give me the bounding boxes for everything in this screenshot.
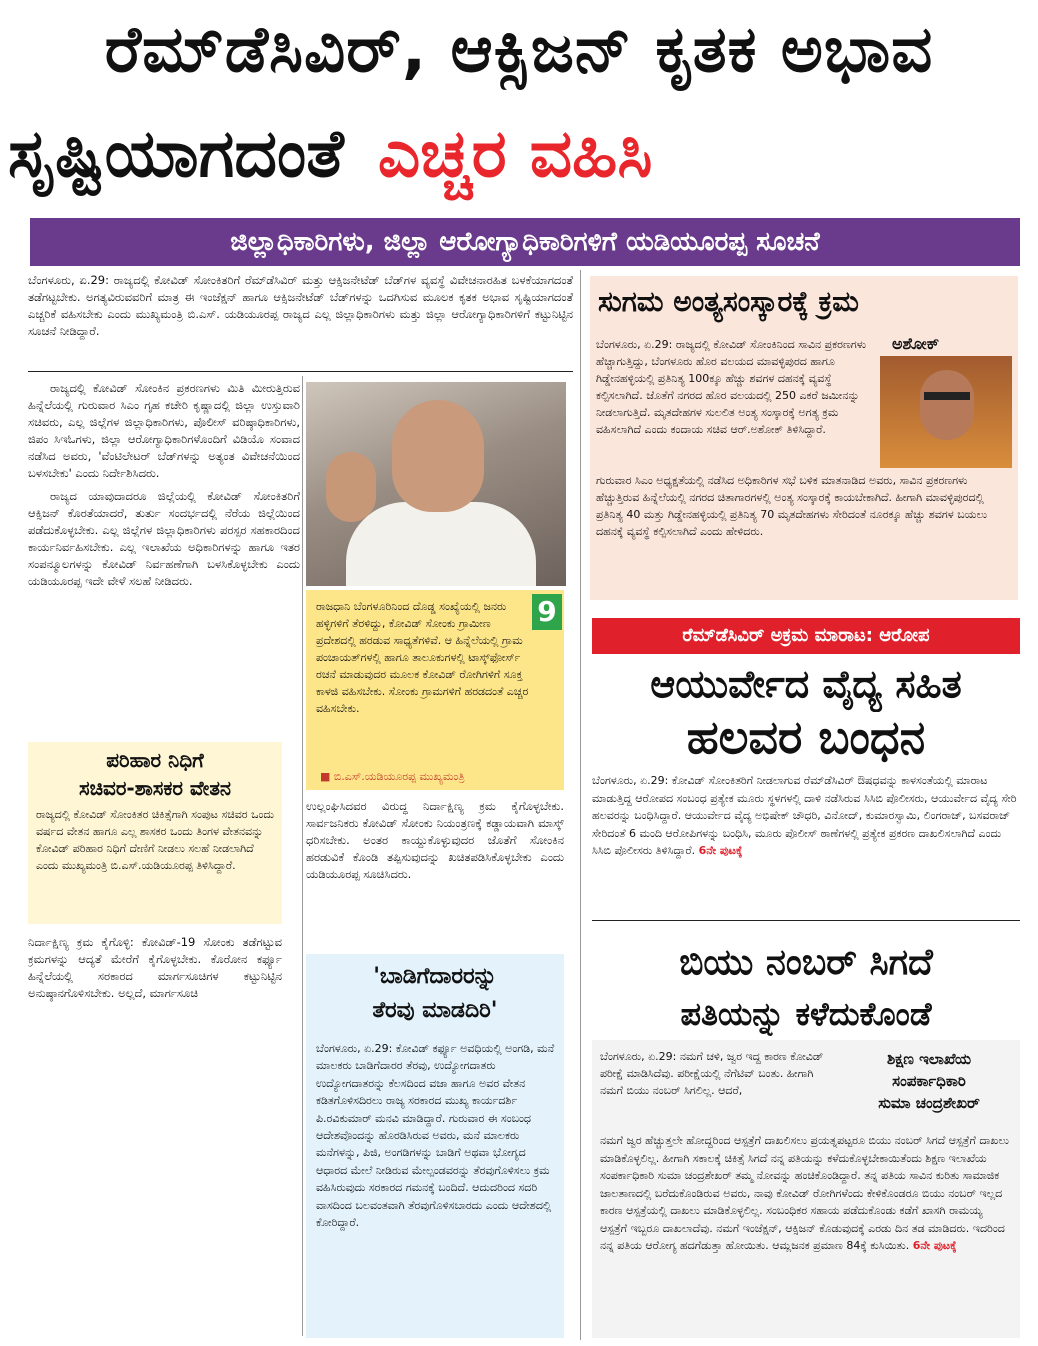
rent-title-line2: ತೆರವು ಮಾಡದಿರಿ' xyxy=(372,998,498,1023)
headline-black-part: ಸೃಷ್ಟಿಯಾಗದಂತೆ xyxy=(8,115,344,192)
badge-number: 9 xyxy=(532,594,562,630)
rent-box-title xyxy=(306,960,564,1028)
salary-box-title xyxy=(28,746,282,802)
quote-box xyxy=(306,590,564,790)
rent-title-line1: 'ಬಾಡಿಗೆದಾರರನ್ನು xyxy=(373,964,497,989)
main-headline-line1: ರೆಮ್‌ಡೆಸಿವಿರ್, ಆಕ್ಸಿಜನ್ ಕೃತಕ ಅಭಾವ xyxy=(104,13,934,87)
page-pointer[interactable]: 6ನೇ ಪುಟಕ್ಕೆ xyxy=(698,844,743,857)
cm-photo xyxy=(306,382,566,586)
column-divider xyxy=(302,376,303,1336)
divider xyxy=(592,920,1020,921)
photo-face xyxy=(392,400,484,512)
quote-text: ರಾಜಧಾನಿ ಬೆಂಗಳೂರಿನಿಂದ ದೊಡ್ಡ ಸಂಖ್ಯೆಯಲ್ಲಿ ಜನರು ಹಳ್ಳಿಗಳಿಗೆ ತೆರಳಿದ್ದು, ಕೋವಿಡ್ ಸೋಂಕು ಗ್ರಾಮೀಣ ಪ್ರದೇಶದಲ್ಲಿ ಹರಡುವ ಸಾಧ್ಯತೆಗಳಿವೆ. ಆ ಹಿನ್ನೆಲೆಯಲ್ಲಿ ಗ್ರಾಮ ಪಂಚಾಯತ್‌ಗಳಲ್ಲಿ ಹಾಗೂ ತಾಲೂಕುಗಳಲ್ಲಿ ಟಾಸ್ಕ್‌ಫೋರ್ಸ್ ರಚನೆ ಮಾಡುವುದರ ಮೂಲಕ ಕೋವಿಡ್ ರೋಗಿಗಳಿಗೆ ಸೂಕ್ತ ಕಾಳಜಿ ವಹಿಸಬೇಕು. ಸೋಂಕು ಗ್ರಾಮಗಳಿಗೆ ಹರಡದಂತೆ ಎಚ್ಚರ ವಹಿಸಬೇಕು. xyxy=(316,600,529,715)
lead-paragraph: ಬೆಂಗಳೂರು, ಏ.29: ರಾಜ್ಯದಲ್ಲಿ ಕೋವಿಡ್ ಸೋಂಕಿತರಿಗೆ ರೆಮ್‌ಡೆಸಿವಿರ್ ಮತ್ತು ಆಕ್ಸಿಜನೇಟೆಡ್ ಬೆಡ್‌ಗಳ ವ್ಯವಸ್ಥೆ ವಿವೇಚನಾರಹಿತ ಬಳಕೆಯಾಗದಂತೆ ತಡೆಗಟ್ಟಬೇಕು. ಅಗತ್ಯವಿರುವವರಿಗೆ ಮಾತ್ರ ಈ ಇಂಜೆಕ್ಷನ್ ಹಾಗೂ ಆಕ್ಸಿಜನೇಟೆಡ್ ಬೆಡ್‌ಗಳನ್ನು ಒದಗಿಸುವ ಮೂಲಕ ಕೃತಕ ಅಭಾವ ಸೃಷ್ಟಿಯಾಗದಂತೆ ಎಚ್ಚರಿಕೆ ವಹಿಸಬೇಕು ಎಂದು ಮುಖ್ಯಮಂತ್ರಿ ಬಿ.ಎಸ್. ಯಡಿಯೂರಪ್ಪ ರಾಜ್ಯದ ಎಲ್ಲ ಜಿಲ್ಲಾಧಿಕಾರಿಗಳು ಮತ್ತು ಜಿಲ್ಲಾ ಆರೋಗ್ಯಾಧಿಕಾರಿಗಳಿಗೆ ಕಟ್ಟುನಿಟ್ಟಿನ ಸೂಚನೆ ನೀಡಿದ್ದಾರೆ. xyxy=(28,273,573,338)
quote-signature: ■ ಬಿ.ಎಸ್.ಯಡಿಯೂರಪ್ಪ ಮುಖ್ಯಮಂತ್ರಿ xyxy=(320,770,465,783)
remdesivir-tag: ರೆಮ್‌ಡೆಸಿವಿರ್ ಅಕ್ರಮ ಮಾರಾಟ: ಆರೋಪ xyxy=(592,618,1020,654)
photo-shirt xyxy=(346,502,536,586)
subhead-band: ಜಿಲ್ಲಾಧಿಕಾರಿಗಳು, ಜಿಲ್ಲಾ ಆರೋಗ್ಯಾಧಿಕಾರಿಗಳಿಗೆ ಯಡಿಯೂರಪ್ಪ ಸೂಚನೆ xyxy=(30,218,1020,266)
remdesivir-title-line1: ಆಯುರ್ವೇದ ವೈದ್ಯ ಸಹಿತ xyxy=(650,662,962,706)
remdesivir-text xyxy=(592,772,1020,892)
left-para-2: ರಾಜ್ಯದ ಯಾವುದಾದರೂ ಜಿಲ್ಲೆಯಲ್ಲಿ ಕೋವಿಡ್ ಸೋಂಕಿತರಿಗೆ ಆಕ್ಸಿಜನ್ ಕೊರತೆಯಾದರೆ, ತುರ್ತು ಸಂದರ್ಭದಲ್ಲಿ ನೆರೆಯ ಜಿಲ್ಲೆಯಿಂದ ಪಡೆದುಕೊಳ್ಳಬೇಕು. ಎಲ್ಲ ಜಿಲ್ಲೆಗಳ ಜಿಲ್ಲಾಧಿಕಾರಿಗಳು ಪರಸ್ಪರ ಸಹಕಾರದಿಂದ ಕಾರ್ಯನಿರ್ವಹಿಸಬೇಕು. ಎಲ್ಲ ಇಲಾಖೆಯ ಅಧಿಕಾರಿಗಳನ್ನು ಹಾಗೂ ಇತರ ಸಂಪನ್ಮೂಲಗಳನ್ನು ಕೋವಿಡ್ ನಿರ್ವಹಣೆಗಾಗಿ ಬಳಸಿಕೊಳ್ಳಬೇಕು ಎಂದು ಯಡಿಯೂರಪ್ಪ ಇದೇ ವೇಳೆ ಸಲಹೆ ನೀಡಿದರು. xyxy=(28,489,300,588)
left-bottom-text: ನಿರ್ದಾಕ್ಷಿಣ್ಯ ಕ್ರಮ ಕೈಗೊಳ್ಳಿ: ಕೋವಿಡ್-19 ಸೋಂಕು ತಡೆಗಟ್ಟುವ ಕ್ರಮಗಳನ್ನು ಆದ್ಯತೆ ಮೇರೆಗೆ ಕೈಗೊಳ್ಳಬೇಕು. ಕೊರೋನ ಕರ್ಫ್ಯೂ ಹಿನ್ನೆಲೆಯಲ್ಲಿ ಸರಕಾರದ ಮಾರ್ಗಸೂಚಿಗಳ ಕಟ್ಟುನಿಟ್ಟಿನ ಅನುಷ್ಠಾನಗೊಳಿಸಬೇಕು. ಅಲ್ಲದೆ, ಮಾರ್ಗಸೂಚಿ xyxy=(28,935,282,1000)
minister-face xyxy=(920,370,974,440)
bu-text-1: ಬೆಂಗಳೂರು, ಏ.29: ನಮಗೆ ಚಳಿ, ಜ್ವರ ಇದ್ದ ಕಾರಣ ಕೋವಿಡ್ ಪರೀಕ್ಷೆ ಮಾಡಿಸಿದೆವು. ಪರೀಕ್ಷೆಯಲ್ಲಿ ನೆಗೆಟಿವ್ ಬಂತು. ಹೀಗಾಗಿ ನಮಗೆ ಬಿಯು ನಂಬರ್ ಸಿಗಲಿಲ್ಲ. ಆದರೆ, xyxy=(600,1050,824,1097)
photo-hand xyxy=(326,452,376,522)
bu-side-line3: ಸುಮಾ ಚಂದ್ರಶೇಖರ್ xyxy=(878,1094,980,1112)
bu-side-line1: ಶಿಕ್ಷಣ ಇಲಾಖೆಯ xyxy=(886,1050,972,1068)
salary-box xyxy=(28,742,282,924)
left-para-1: ರಾಜ್ಯದಲ್ಲಿ ಕೋವಿಡ್ ಸೋಂಕಿನ ಪ್ರಕರಣಗಳು ಮಿತಿ ಮೀರುತ್ತಿರುವ ಹಿನ್ನೆಲೆಯಲ್ಲಿ ಗುರುವಾರ ಸಿಎಂ ಗೃಹ ಕಚೇರಿ ಕೃಷ್ಣಾದಲ್ಲಿ ಜಿಲ್ಲಾ ಉಸ್ತುವಾರಿ ಸಚಿವರು, ಎಲ್ಲ ಜಿಲ್ಲೆಗಳ ಜಿಲ್ಲಾಧಿಕಾರಿಗಳು, ಪೊಲೀಸ್ ವರಿಷ್ಠಾಧಿಕಾರಿಗಳು, ಜಿಪಂ ಸಿಇಓಗಳು, ಜಿಲ್ಲಾ ಆರೋಗ್ಯಾಧಿಕಾರಿಗಳೊಂದಿಗೆ ವಿಡಿಯೊ ಸಂವಾದ ನಡೆಸಿದ ಅವರು, 'ವೆಂಟಿಲೇಟರ್ ಬೆಡ್‌ಗಳನ್ನು ಅತ್ಯಂತ ವಿವೇಚನೆಯಿಂದ ಬಳಸಬೇಕು' ಎಂದು ನಿರ್ದೇಶಿಸಿದರು. xyxy=(28,381,300,480)
salary-title-line1: ಪರಿಹಾರ ನಿಧಿಗೆ xyxy=(106,748,204,772)
column-divider xyxy=(580,270,581,1340)
bu-text-2 xyxy=(600,1132,1012,1255)
funeral-text-1: ಬೆಂಗಳೂರು, ಏ.29: ರಾಜ್ಯದಲ್ಲಿ ಕೋವಿಡ್ ಸೋಂಕಿನಿಂದ ಸಾವಿನ ಪ್ರಕರಣಗಳು ಹೆಚ್ಚಾಗುತ್ತಿದ್ದು, ಬೆಂಗಳೂರು ಹೊರ ವಲಯದ ಮಾವಳ್ಳಿಪುರದ ಹಾಗೂ ಗಿಡ್ಡೇನಹಳ್ಳಿಯಲ್ಲಿ ಪ್ರತಿನಿತ್ಯ 100ಕ್ಕೂ ಹೆಚ್ಚು ಶವಗಳ ದಹನಕ್ಕೆ ವ್ಯವಸ್ಥೆ ಕಲ್ಪಿಸಲಾಗಿದೆ. ಜೊತೆಗೆ ನಗರದ ಹೊರ ವಲಯದಲ್ಲಿ 250 ಎಕರೆ ಜಮೀನನ್ನು ನೀಡಲಾಗುತ್ತಿದೆ. ಮೃತದೇಹಗಳ ಸುಲಲಿತ ಅಂತ್ಯ ಸಂಸ್ಕಾರಕ್ಕೆ ಅಗತ್ಯ ಕ್ರಮ ವಹಿಸಲಾಗಿದೆ ಎಂದು ಕಂದಾಯ ಸಚಿವ ಆರ್.ಅಶೋಕ್ ತಿಳಿಸಿದ್ದಾರೆ. xyxy=(596,338,867,436)
salary-box-text: ರಾಜ್ಯದಲ್ಲಿ ಕೋವಿಡ್ ಸೋಂಕಿತರ ಚಿಕಿತ್ಸೆಗಾಗಿ ಸಂಪುಟ ಸಚಿವರ ಒಂದು ವರ್ಷದ ವೇತನ ಹಾಗೂ ಎಲ್ಲ ಶಾಸಕರ ಒಂದು ತಿಂಗಳ ವೇತನವನ್ನು ಕೋವಿಡ್ ಪರಿಹಾರ ನಿಧಿಗೆ ದೇಣಿಗೆ ನೀಡಲು ಸಲಹೆ ನೀಡಲಾಗಿದೆ ಎಂದು ಮುಖ್ಯಮಂತ್ರಿ ಬಿ.ಎಸ್.ಯಡಿಯೂರಪ್ಪ ತಿಳಿಸಿದ್ದಾರೆ. xyxy=(36,808,274,872)
minister-photo xyxy=(880,356,1012,468)
funeral-box xyxy=(590,276,1018,600)
bu-body: ನಮಗೆ ಜ್ವರ ಹೆಚ್ಚುತ್ತಲೇ ಹೋದ್ದರಿಂದ ಆಸ್ಪತ್ರೆಗೆ ದಾಖಲಿಸಲು ಪ್ರಯತ್ನಪಟ್ಟರೂ ಬಿಯು ನಂಬರ್ ಸಿಗದೆ ಆಸ್ಪತ್ರೆಗೆ ದಾಖಲು ಮಾಡಿಕೊಳ್ಳಲಿಲ್ಲ. ಹೀಗಾಗಿ ಸಕಾಲಕ್ಕೆ ಚಿಕಿತ್ಸೆ ಸಿಗದೆ ನನ್ನ ಪತಿಯನ್ನು ಕಳೆದುಕೊಳ್ಳಬೇಕಾಯಿತೆಂದು ಶಿಕ್ಷಣ ಇಲಾಖೆಯ ಸಂಪರ್ಕಾಧಿಕಾರಿ ಸುಮಾ ಚಂದ್ರಶೇಖರ್ ತಮ್ಮ ನೋವನ್ನು ಹಂಚಿಕೊಂಡಿದ್ದಾರೆ. ತನ್ನ ಪತಿಯ ಸಾವಿನ ಕುರಿತು ಸಾಮಾಜಿಕ ಜಾಲತಾಣದಲ್ಲಿ ಬರೆದುಕೊಂಡಿರುವ ಅವರು, ನಾವು ಕೋವಿಡ್ ರೋಗಿಗಳೆಂದು ಕೇಳಿಕೊಂಡರೂ ಬಿಯು ನಂಬರ್ ಇಲ್ಲದ ಕಾರಣ ಆಸ್ಪತ್ರೆಯಲ್ಲಿ ದಾಖಲು ಮಾಡಿಕೊಳ್ಳಲಿಲ್ಲ. ಸಂಬಂಧಿಕರ ಸಹಾಯ ಪಡೆದುಕೊಂಡು ಕಡೆಗೆ ಖಾಸಗಿ ರಾಮಯ್ಯ ಆಸ್ಪತ್ರೆಗೆ ಇಬ್ಬರೂ ದಾಖಲಾದೆವು. ನಮಗೆ ಇಂಜೆಕ್ಷನ್, ಆಕ್ಸಿಜನ್ ಕೊಡುವುದಕ್ಕೆ ಎರಡು ದಿನ ತಡ ಮಾಡಿದರು. ಇದರಿಂದ ನನ್ನ ಪತಿಯ ಆರೋಗ್ಯ ಹದಗೆಡುತ್ತಾ ಹೋಯಿತು. ಆಮ್ಲಜನಕ ಪ್ರಮಾಣ 84ಕ್ಕೆ ಕುಸಿಯಿತು. xyxy=(600,1134,1009,1252)
bu-side-title xyxy=(844,1048,1014,1114)
remdesivir-title-line2: ಹಲವರ ಬಂಧನ xyxy=(686,710,926,764)
headline-red-part: ಎಚ್ಚರ ವಹಿಸಿ xyxy=(377,115,653,192)
funeral-title: ಸುಗಮ ಅಂತ್ಯಸಂಸ್ಕಾರಕ್ಕೆ ಕ್ರಮ xyxy=(598,285,859,318)
main-headline-line2 xyxy=(8,100,1030,208)
bu-story-box xyxy=(592,1040,1020,1338)
minister-glasses xyxy=(924,392,970,400)
middle-continuation: ಉಲ್ಲಂಘಿಸಿದವರ ವಿರುದ್ಧ ನಿರ್ದಾಕ್ಷಿಣ್ಯ ಕ್ರಮ ಕೈಗೊಳ್ಳಬೇಕು. ಸಾರ್ವಜನಿಕರು ಕೋವಿಡ್ ಸೋಂಕು ನಿಯಂತ್ರಣಕ್ಕೆ ಕಡ್ಡಾಯವಾಗಿ ಮಾಸ್ಕ್ ಧರಿಸಬೇಕು. ಅಂತರ ಕಾಯ್ದುಕೊಳ್ಳುವುದರ ಜೊತೆಗೆ ಸೋಂಕಿನ ಹರಡುವಿಕೆ ಕೊಂಡಿ ತಪ್ಪಿಸುವುದನ್ನು ಖಚಿತಪಡಿಸಿಕೊಳ್ಳಬೇಕು ಎಂದು ಯಡಿಯೂರಪ್ಪ ಸೂಚಿಸಿದರು. xyxy=(306,799,564,881)
bu-side-line2: ಸಂಪರ್ಕಾಧಿಕಾರಿ xyxy=(892,1072,966,1090)
bu-title-line1: ಬಿಯು ನಂಬರ್ ಸಿಗದೆ xyxy=(679,942,933,983)
funeral-text-2: ಗುರುವಾರ ಸಿಎಂ ಅಧ್ಯಕ್ಷತೆಯಲ್ಲಿ ನಡೆಸಿದ ಅಧಿಕಾರಿಗಳ ಸಭೆ ಬಳಿಕ ಮಾತನಾಡಿದ ಅವರು, ಸಾವಿನ ಪ್ರಕರಣಗಳು ಹೆಚ್ಚುತ್ತಿರುವ ಹಿನ್ನೆಲೆಯಲ್ಲಿ ನಗರದ ಚಿತಾಗಾರಗಳಲ್ಲಿ ಅಂತ್ಯ ಸಂಸ್ಕಾರಕ್ಕೆ ಕಾಯಬೇಕಾಗಿದೆ. ಹೀಗಾಗಿ ಮಾವಳ್ಳಿಪುರದಲ್ಲಿ ಪ್ರತಿನಿತ್ಯ 40 ಮತ್ತು ಗಿಡ್ಡೇನಹಳ್ಳಿಯಲ್ಲಿ ಪ್ರತಿನಿತ್ಯ 70 ಮೃತದೇಹಗಳು ಸೇರಿದಂತೆ ನೂರಕ್ಕೂ ಹೆಚ್ಚು ಶವಗಳ ಬಯಲು ದಹನಕ್ಕೆ ವ್ಯವಸ್ಥೆ ಕಲ್ಪಿಸಲಾಗಿದೆ ಎಂದು ಹೇಳಿದರು. xyxy=(596,474,988,538)
divider xyxy=(28,371,573,372)
left-column xyxy=(28,376,300,736)
rent-box-text: ಬೆಂಗಳೂರು, ಏ.29: ಕೋವಿಡ್ ಕರ್ಫ್ಯೂ ಅವಧಿಯಲ್ಲಿ ಅಂಗಡಿ, ಮನೆ ಮಾಲಕರು ಬಾಡಿಗೆದಾರರ ತೆರವು, ಉದ್ಯೋಗದಾತರು ಉದ್ಯೋಗದಾತರನ್ನು ಕೆಲಸದಿಂದ ವಜಾ ಹಾಗೂ ಅವರ ವೇತನ ಕಡಿತಗೊಳಿಸದಿರಲು ರಾಜ್ಯ ಸರಕಾರದ ಮುಖ್ಯ ಕಾರ್ಯದರ್ಶಿ ಪಿ.ರವಿಕುಮಾರ್ ಮನವಿ ಮಾಡಿದ್ದಾರೆ. ಗುರುವಾರ ಈ ಸಂಬಂಧ ಆದೇಶವೊಂದನ್ನು ಹೊರಡಿಸಿರುವ ಅವರು, ಮನೆ ಮಾಲಕರು ಮನೆಗಳನ್ನು, ಪಿಜಿ, ಅಂಗಡಿಗಳನ್ನು ಬಾಡಿಗೆ ಅಥವಾ ಭೋಗ್ಯದ ಆಧಾರದ ಮೇಲೆ ನೀಡಿರುವ ಮೇಲ್ಪಂಡವರನ್ನು ತೆರವುಗೊಳಿಸಲು ಕ್ರಮ ವಹಿಸಿರುವುದು ಸರಕಾರದ ಗಮನಕ್ಕೆ ಬಂದಿದೆ. ಆದುದರಿಂದ ಸದರಿ ವಾಸದಿಂದ ಬಲವಂತವಾಗಿ ತೆರವುಗೊಳಿಸಬಾರದು ಎಂದು ಆದೇಶದಲ್ಲಿ ಕೋರಿದ್ದಾರೆ. xyxy=(316,1042,555,1230)
remdesivir-body: ಬೆಂಗಳೂರು, ಏ.29: ಕೋವಿಡ್ ಸೋಂಕಿತರಿಗೆ ನೀಡಲಾಗುವ ರೆಮ್‌ಡೆಸಿವಿರ್ ಔಷಧವನ್ನು ಕಾಳಸಂತೆಯಲ್ಲಿ ಮಾರಾಟ ಮಾಡುತ್ತಿದ್ದ ಆರೋಪದ ಸಂಬಂಧ ಪ್ರತ್ಯೇಕ ಮೂರು ಸ್ಥಳಗಳಲ್ಲಿ ದಾಳಿ ನಡೆಸಿರುವ ಸಿಸಿಬಿ ಪೊಲೀಸರು, ಆಯುರ್ವೇದ ವೈದ್ಯ ಸೇರಿ ಹಲವರನ್ನು ಬಂಧಿಸಿದ್ದಾರೆ. ಆಯುರ್ವೇದ ವೈದ್ಯ ಅಭಿಷೇಕ್ ಚೌಧರಿ, ವಿನೋದ್, ಕುಮಾರಸ್ವಾಮಿ, ಲಿಂಗರಾಜ್, ಬಸವರಾಜ್ ಸೇರಿದಂತೆ 6 ಮಂದಿ ಆರೋಪಿಗಳನ್ನು ಬಂಧಿಸಿ, ಮೂರು ಪೊಲೀಸ್ ಠಾಣೆಗಳಲ್ಲಿ ಪ್ರತ್ಯೇಕ ಪ್ರಕರಣ ದಾಖಲಿಸಲಾಗಿದೆ ಎಂದು ಸಿಸಿಬಿ ಪೊಲೀಸರು ತಿಳಿಸಿದ್ದಾರೆ. xyxy=(592,774,1017,857)
bu-title-line2: ಪತಿಯನ್ನು ಕಳೆದುಕೊಂಡೆ xyxy=(680,995,932,1033)
minister-name: ಅಶೋಕ್ xyxy=(892,334,940,353)
rent-box xyxy=(306,954,564,1338)
page-pointer[interactable]: 6ನೇ ಪುಟಕ್ಕೆ xyxy=(912,1239,957,1252)
salary-title-line2: ಸಚಿವರ-ಶಾಸಕರ ವೇತನ xyxy=(78,776,232,800)
